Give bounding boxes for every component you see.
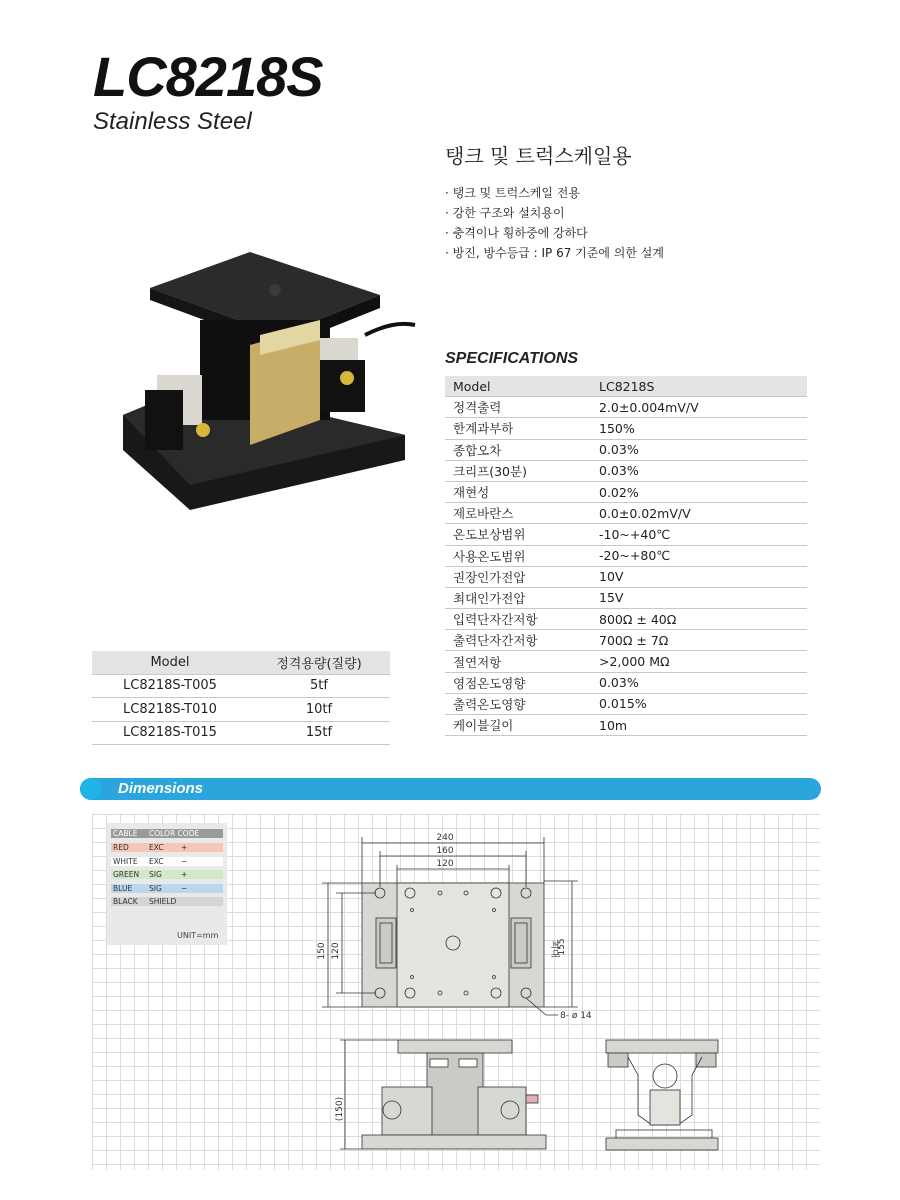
cable-header: COLOR CODE [149,829,200,838]
table-row [445,439,807,460]
column-header: Model [445,376,593,397]
specifications-title: SPECIFICATIONS [445,350,579,367]
column-header: LC8218S [593,376,807,397]
dim-label-240: 240 [436,833,454,843]
column-header: 정격용량(질량) [248,651,390,674]
spec-label: 출력온도영향 [445,693,593,714]
cable-row [111,843,223,852]
section-heading: 탱크 및 트럭스케일용 [445,144,632,168]
spec-value: 0.015% [593,693,807,714]
capacity-cell: 10tf [248,698,390,722]
dim-label-holes: 8- ø 14 [560,1011,592,1021]
model-cell: LC8218S-T005 [92,674,248,698]
cable-row [111,857,223,866]
table-row [445,481,807,502]
feature-item: · 강한 구조와 설치용이 [445,206,565,220]
cable-sign: − [181,856,188,866]
cable-sign: + [181,843,188,852]
spec-value: 0.03% [593,460,807,481]
table-header-row [92,651,390,674]
cable-signal: SIG [149,870,162,879]
spec-value: 0.02% [593,481,807,502]
cable-color: GREEN [113,870,140,879]
feature-list [445,183,664,263]
spec-label: 최대인가전압 [445,587,593,608]
dim-label-max: 최대 [549,940,559,958]
table-row [445,460,807,481]
cable-color: BLUE [113,883,133,893]
cable-color: BLACK [113,897,138,906]
spec-value: 15V [593,587,807,608]
table-row [445,587,807,608]
unit-label: UNIT=mm [177,931,219,940]
spec-value: 800Ω ± 40Ω [593,609,807,630]
technical-drawing [300,825,740,1170]
table-row [445,651,807,672]
cable-color-code [107,823,227,945]
feature-item: · 탱크 및 트럭스케일 전용 [445,186,580,200]
table-row [92,698,390,722]
cable-color: WHITE [113,856,138,866]
cable-sign: − [181,883,188,893]
spec-value: -10~+40℃ [593,524,807,545]
capacity-cell: 15tf [248,721,390,745]
cable-signal: EXC [149,856,164,866]
model-cell: LC8218S-T015 [92,721,248,745]
spec-value: 10m [593,715,807,736]
spec-label: 출력단자간저항 [445,630,593,651]
spec-label: 종합오차 [445,439,593,460]
capacity-table [92,651,390,745]
product-photo [115,240,435,520]
spec-value: 2.0±0.004mV/V [593,397,807,418]
spec-label: 권장인가전압 [445,566,593,587]
spec-value: 0.03% [593,439,807,460]
model-cell: LC8218S-T010 [92,698,248,722]
table-row [92,674,390,698]
spec-label: 재현성 [445,481,593,502]
spec-label: 절연저항 [445,651,593,672]
column-header: Model [92,651,248,674]
cable-color: RED [113,843,129,852]
spec-label: 정격출력 [445,397,593,418]
cable-header-row [111,829,223,838]
dim-label-120: 120 [436,859,454,869]
spec-label: 사용온도범위 [445,545,593,566]
cable-row [111,897,223,906]
cable-row [111,884,223,893]
dim-label-160: 160 [436,846,454,856]
dimensions-title: Dimensions [118,780,204,797]
dim-label-120v: 120 [331,942,341,960]
cable-signal: SHIELD [149,897,177,906]
spec-label: 제로바란스 [445,503,593,524]
spec-label: 크리프(30분) [445,460,593,481]
dim-label-150-paren: (150) [335,1096,345,1122]
spec-value: 700Ω ± 7Ω [593,630,807,651]
spec-value: 150% [593,418,807,439]
table-row [445,609,807,630]
cable-signal: EXC [149,843,164,852]
spec-label: 영점온도영향 [445,672,593,693]
page-subtitle: Stainless Steel [93,108,252,135]
capacity-cell: 5tf [248,674,390,698]
table-row [445,693,807,714]
cable-header: CABLE [113,829,138,838]
table-row [445,503,807,524]
cable-row [111,870,223,879]
dim-label-155: 155 [557,938,567,956]
spec-value: -20~+80℃ [593,545,807,566]
table-row [445,397,807,418]
feature-item: · 방진, 방수등급 : IP 67 기준에 의한 설계 [445,246,664,260]
table-row [445,566,807,587]
spec-label: 온도보상범위 [445,524,593,545]
table-row [445,715,807,736]
table-header-row [445,376,807,397]
spec-value: 0.0±0.02mV/V [593,503,807,524]
bullet-circle-icon [80,778,102,800]
spec-label: 한계과부하 [445,418,593,439]
page-title: LC8218S [93,45,323,108]
spec-value: >2,000 MΩ [593,651,807,672]
table-row [445,418,807,439]
spec-label: 입력단자간저항 [445,609,593,630]
spec-label: 케이블길이 [445,715,593,736]
table-row [445,630,807,651]
feature-item: · 충격이나 횡하중에 강하다 [445,226,588,240]
table-row [92,721,390,745]
cable-sign: + [181,870,188,879]
specifications-table [445,376,807,736]
table-row [445,672,807,693]
table-row [445,524,807,545]
table-row [445,545,807,566]
dim-label-150: 150 [317,942,327,960]
spec-value: 10V [593,566,807,587]
cable-signal: SIG [149,883,162,893]
spec-value: 0.03% [593,672,807,693]
